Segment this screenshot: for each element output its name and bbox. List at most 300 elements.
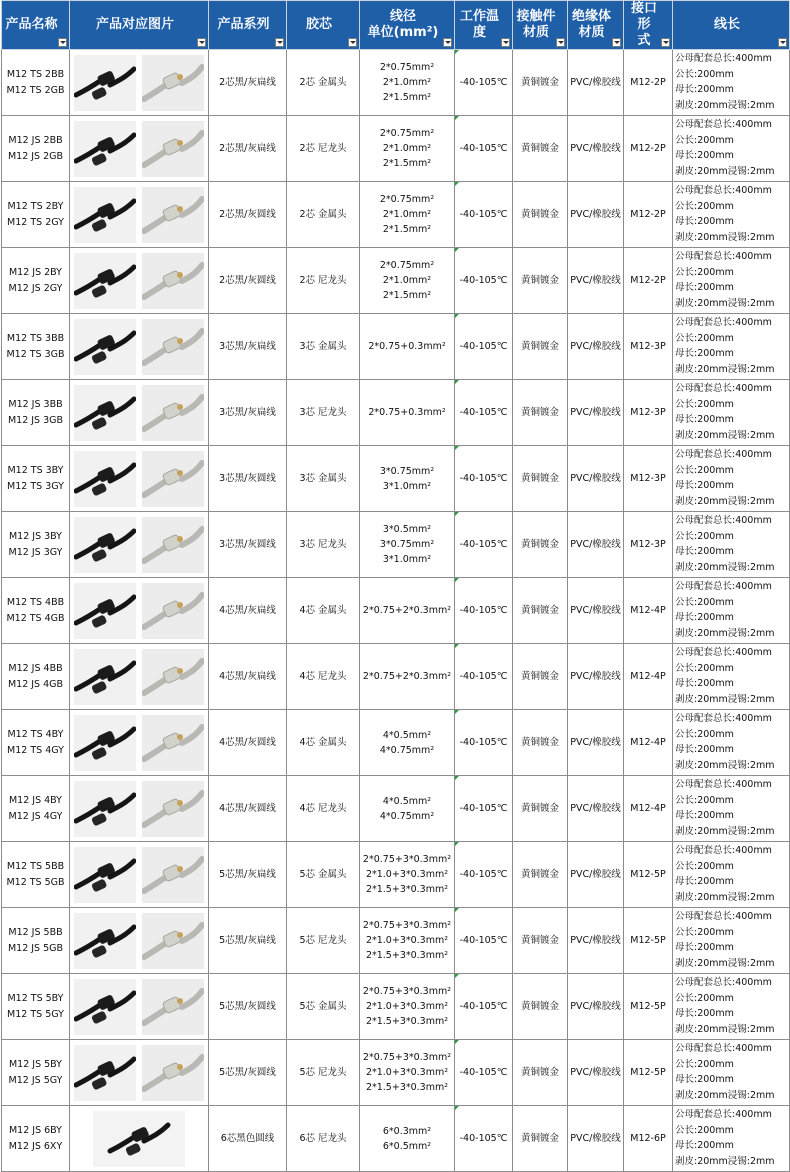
wire-gauge-value: 3*1.0mm² [382,554,432,565]
wire-gauge-cell [360,182,455,248]
product-image-cell [70,380,209,446]
cable-length-cell [673,380,790,446]
series-cell: 5芯黑/灰扁线 [209,908,287,974]
insulation-material-cell: PVC/橡胶线 [568,512,624,578]
header-contact-line1: 接触件 [516,9,556,24]
cable-length-line: 公母配套总长:400mm [675,1109,772,1120]
table-row [2,248,790,314]
wire-gauge-value: 2*0.75mm² [379,128,435,139]
product-name-cell [2,578,70,644]
temperature-cell: -40-105℃ [455,1040,513,1106]
cable-length-cell [673,644,790,710]
cable-length-line: 公母配套总长:400mm [675,911,772,922]
header-wire-line1: 线径 [389,9,416,24]
product-name-cell [2,974,70,1040]
filter-dropdown-icon[interactable] [778,38,787,47]
cable-length-line: 公母配套总长:400mm [675,53,772,64]
cable-length-line: 母长:200mm [675,744,734,755]
core-cell: 4芯 金属头 [287,710,360,776]
product-name-cell [2,50,70,116]
interface-cell: M12-4P [624,644,673,710]
table-row [2,314,790,380]
wire-gauge-value: 2*0.75+3*0.3mm² [362,920,452,931]
grey-cable-connector-photo [142,385,204,441]
filter-dropdown-icon[interactable] [661,38,670,47]
interface-cell: M12-5P [624,908,673,974]
black-cable-connector-photo [74,913,136,969]
cable-length-line: 公长:200mm [675,530,734,542]
temperature-cell: -40-105℃ [455,50,513,116]
core-cell: 5芯 金属头 [287,974,360,1040]
wire-gauge-cell [360,776,455,842]
interface-cell: M12-2P [624,248,673,314]
cable-length-line: 母长:200mm [675,1074,734,1085]
interface-cell: M12-4P [624,710,673,776]
cable-length-line: 剥皮:20mm浸锡:2mm [675,891,775,903]
wire-gauge-cell [360,116,455,182]
wire-gauge-value: 2*1.5+3*0.3mm² [365,884,449,895]
header-length [673,1,790,50]
black-cable-connector-photo [74,385,136,441]
cable-length-line: 公母配套总长:400mm [675,251,772,262]
wire-gauge-value: 2*0.75+0.3mm² [368,407,446,418]
cable-length-line: 公母配套总长:400mm [675,977,772,988]
cable-length-line: 剥皮:20mm浸锡:2mm [675,429,775,441]
series-cell: 3芯黑/灰扁线 [209,380,287,446]
product-spec-table [1,0,790,1172]
cable-length-line: 公长:200mm [675,926,734,938]
cable-length-cell [673,776,790,842]
wire-gauge-value: 3*1.0mm² [382,480,432,492]
table-row [2,446,790,512]
wire-gauge-value: 3*0.75mm² [379,539,435,550]
cable-length-line: 剥皮:20mm浸锡:2mm [675,99,775,111]
product-image-cell [70,1040,209,1106]
product-model-code: M12 TS 2BY [7,200,64,212]
product-model-code: M12 JS 3BB [8,398,63,410]
grey-cable-connector-photo [142,715,204,771]
wire-gauge-cell [360,380,455,446]
filter-dropdown-icon[interactable] [197,38,206,47]
wire-gauge-cell [360,710,455,776]
product-model-code: M12 JS 6BY [8,1124,62,1136]
table-row [2,512,790,578]
product-image-cell [70,512,209,578]
contact-material-cell: 黄铜镀金 [513,182,568,248]
product-name-cell [2,116,70,182]
wire-gauge-value: 4*0.5mm² [382,729,432,741]
cable-length-line: 公母配套总长:400mm [675,449,772,460]
contact-material-cell: 黄铜镀金 [513,842,568,908]
cable-length-line: 公长:200mm [675,68,734,80]
cable-length-line: 公母配套总长:400mm [675,581,772,592]
core-cell: 5芯 金属头 [287,842,360,908]
cable-length-line: 公长:200mm [675,464,734,476]
header-wire-line2: 单位(mm²) [367,25,439,40]
black-cable-connector-photo [74,847,136,903]
header-contact [513,1,568,50]
wire-gauge-cell [360,908,455,974]
product-name-cell [2,1106,70,1172]
filter-dropdown-icon[interactable] [348,38,357,47]
product-model-code: M12 TS 3GY [7,480,64,492]
product-image-group [71,1042,207,1104]
product-model-code: M12 TS 4BY [7,728,64,740]
cable-length-line: 母长:200mm [675,546,734,557]
contact-material-cell: 黄铜镀金 [513,974,568,1040]
cable-length-line: 母长:200mm [675,1008,734,1019]
cable-length-line: 公长:200mm [675,1124,734,1136]
temperature-cell: -40-105℃ [455,116,513,182]
table-row [2,644,790,710]
wire-gauge-value: 2*1.0+3*0.3mm² [365,935,449,946]
product-name-cell [2,908,70,974]
black-cable-connector-photo [74,55,136,111]
product-name-cell [2,842,70,908]
wire-gauge-cell [360,974,455,1040]
wire-gauge-value: 2*0.75mm² [379,62,435,73]
cable-length-line: 公母配套总长:400mm [675,647,772,658]
product-image-group [71,976,207,1038]
product-name-cell [2,644,70,710]
wire-gauge-value: 2*0.75+3*0.3mm² [362,1052,452,1063]
series-cell: 4芯黑/灰圆线 [209,776,287,842]
table-row [2,116,790,182]
black-cable-connector-photo [74,517,136,573]
product-image-group [71,184,207,246]
product-model-code: M12 TS 4GB [6,612,65,624]
black-cable-connector-photo [74,451,136,507]
cable-length-line: 公母配套总长:400mm [675,119,772,130]
cable-length-cell [673,908,790,974]
product-image-cell [70,1106,209,1172]
insulation-material-cell: PVC/橡胶线 [568,314,624,380]
wire-gauge-value: 4*0.75mm² [379,744,435,756]
filter-dropdown-icon[interactable] [612,38,621,47]
product-name-cell [2,380,70,446]
cable-length-line: 剥皮:20mm浸锡:2mm [675,825,775,837]
header-name-label: 产品名称 [5,17,58,32]
product-model-code: M12 TS 2GY [7,216,64,228]
wire-gauge-cell [360,578,455,644]
cable-length-line: 母长:200mm [675,84,734,95]
wire-gauge-value: 2*1.0mm² [382,77,432,88]
cable-length-line: 公母配套总长:400mm [675,515,772,526]
product-image-cell [70,116,209,182]
interface-cell: M12-2P [624,116,673,182]
series-cell: 2芯黑/灰圆线 [209,182,287,248]
product-model-code: M12 JS 2GB [7,150,64,162]
temperature-cell: -40-105℃ [455,842,513,908]
table-row [2,974,790,1040]
grey-cable-connector-photo [142,121,204,177]
wire-gauge-value: 2*1.5mm² [382,224,432,235]
header-insulation-line1: 绝缘体 [571,9,611,24]
header-contact-line2: 材质 [522,25,549,40]
table-row [2,1040,790,1106]
interface-cell: M12-3P [624,446,673,512]
black-cable-connector-photo [74,121,136,177]
product-model-code: M12 TS 5BY [7,992,64,1004]
wire-gauge-value: 3*0.5mm² [382,524,432,535]
cable-length-line: 公长:200mm [675,1058,734,1070]
grey-cable-connector-photo [142,253,204,309]
product-image-cell [70,842,209,908]
product-image-group [71,910,207,972]
interface-cell: M12-2P [624,50,673,116]
grey-cable-connector-photo [142,55,204,111]
wire-gauge-value: 6*0.3mm² [382,1125,432,1137]
grey-cable-connector-photo [142,517,204,573]
table-row [2,710,790,776]
cable-length-cell [673,116,790,182]
cable-length-line: 公母配套总长:400mm [675,317,772,328]
wire-gauge-value: 2*0.75+3*0.3mm² [362,854,452,865]
header-insulation-line2: 材质 [578,25,605,40]
product-model-code: M12 TS 4GY [7,744,64,756]
insulation-material-cell: PVC/橡胶线 [568,974,624,1040]
wire-gauge-value: 2*0.75+3*0.3mm² [362,986,452,997]
product-name-cell [2,314,70,380]
temperature-cell: -40-105℃ [455,776,513,842]
cable-length-line: 公长:200mm [675,332,734,344]
product-image-group [71,448,207,510]
product-model-code: M12 JS 5BB [8,926,63,938]
black-cable-connector-photo [74,319,136,375]
wire-gauge-value: 2*0.75mm² [379,194,435,205]
insulation-material-cell: PVC/橡胶线 [568,248,624,314]
wire-gauge-value: 2*1.5mm² [382,158,432,169]
product-name-cell [2,512,70,578]
table-row [2,1106,790,1172]
product-model-code: M12 TS 3GB [6,348,65,360]
black-cable-connector-photo [74,781,136,837]
table-row [2,776,790,842]
temperature-cell: -40-105℃ [455,248,513,314]
filter-dropdown-icon[interactable] [556,38,565,47]
core-cell: 4芯 尼龙头 [287,644,360,710]
insulation-material-cell: PVC/橡胶线 [568,710,624,776]
product-image-group [71,118,207,180]
wire-gauge-cell [360,842,455,908]
insulation-material-cell: PVC/橡胶线 [568,644,624,710]
cable-length-line: 剥皮:20mm浸锡:2mm [675,957,775,969]
cable-length-line: 公长:200mm [675,794,734,806]
cable-length-line: 公母配套总长:400mm [675,713,772,724]
product-image-cell [70,578,209,644]
product-name-cell [2,248,70,314]
wire-gauge-cell [360,248,455,314]
core-cell: 5芯 尼龙头 [287,1040,360,1106]
temperature-cell: -40-105℃ [455,512,513,578]
product-model-code: M12 TS 5BB [6,860,65,872]
series-cell: 4芯黑/灰扁线 [209,578,287,644]
temperature-cell: -40-105℃ [455,446,513,512]
cable-length-line: 剥皮:20mm浸锡:2mm [675,231,775,243]
header-series-label: 产品系列 [217,17,270,32]
contact-material-cell: 黄铜镀金 [513,512,568,578]
wire-gauge-value: 6*0.5mm² [382,1140,432,1152]
contact-material-cell: 黄铜镀金 [513,116,568,182]
wire-gauge-cell [360,512,455,578]
black-cable-connector-photo [74,187,136,243]
cable-length-cell [673,842,790,908]
black-cable-connector-photo [74,649,136,705]
contact-material-cell: 黄铜镀金 [513,908,568,974]
wire-gauge-value: 2*1.0mm² [382,275,432,286]
core-cell: 3芯 尼龙头 [287,512,360,578]
insulation-material-cell: PVC/橡胶线 [568,380,624,446]
product-model-code: M12 JS 4BY [8,794,62,806]
core-cell: 3芯 金属头 [287,446,360,512]
cable-length-line: 母长:200mm [675,678,734,689]
filter-dropdown-icon[interactable] [501,38,510,47]
wire-gauge-value: 2*0.75+0.3mm² [368,341,446,352]
header-temp [455,1,513,50]
series-cell: 2芯黑/灰扁线 [209,116,287,182]
table-row [2,578,790,644]
product-image-cell [70,776,209,842]
interface-cell: M12-4P [624,776,673,842]
header-insulation [568,1,624,50]
product-image-cell [70,974,209,1040]
black-cable-connector-photo [74,715,136,771]
cable-length-line: 剥皮:20mm浸锡:2mm [675,1089,775,1101]
grey-cable-connector-photo [142,847,204,903]
grey-cable-connector-photo [142,979,204,1035]
product-model-code: M12 JS 2BY [8,266,62,278]
product-model-code: M12 TS 5GY [7,1008,64,1020]
wire-gauge-cell [360,446,455,512]
cable-length-line: 公母配套总长:400mm [675,1043,772,1054]
wire-gauge-value: 2*1.0+3*0.3mm² [365,1067,449,1078]
cable-length-line: 公母配套总长:400mm [675,779,772,790]
cable-length-line: 剥皮:20mm浸锡:2mm [675,363,775,375]
product-model-code: M12 TS 2BB [6,68,65,80]
grey-cable-connector-photo [142,451,204,507]
product-name-cell [2,1040,70,1106]
cable-length-line: 公长:200mm [675,266,734,278]
interface-cell: M12-5P [624,1040,673,1106]
cable-length-cell [673,446,790,512]
cable-length-cell [673,248,790,314]
cable-length-line: 公母配套总长:400mm [675,383,772,394]
product-image-cell [70,644,209,710]
header-image [70,1,209,50]
cable-length-line: 剥皮:20mm浸锡:2mm [675,1023,775,1035]
cable-length-cell [673,512,790,578]
core-cell: 3芯 尼龙头 [287,380,360,446]
contact-material-cell: 黄铜镀金 [513,1106,568,1172]
wire-gauge-value: 2*1.0mm² [382,209,432,220]
header-core-label: 胶芯 [305,17,332,32]
cable-length-cell [673,1040,790,1106]
product-image-cell [70,248,209,314]
insulation-material-cell: PVC/橡胶线 [568,578,624,644]
insulation-material-cell: PVC/橡胶线 [568,776,624,842]
grey-cable-connector-photo [142,1045,204,1101]
cable-length-cell [673,314,790,380]
product-model-code: M12 JS 3BY [8,530,62,542]
product-image-cell [70,50,209,116]
product-image-cell [70,710,209,776]
filter-dropdown-icon[interactable] [275,38,284,47]
filter-dropdown-icon[interactable] [443,38,452,47]
product-model-code: M12 JS 3GY [8,546,63,558]
product-model-code: M12 JS 5BY [8,1058,62,1070]
cable-length-line: 公母配套总长:400mm [675,185,772,196]
core-cell: 2芯 尼龙头 [287,116,360,182]
contact-material-cell: 黄铜镀金 [513,710,568,776]
wire-gauge-value: 2*1.0+3*0.3mm² [365,1001,449,1012]
table-row [2,182,790,248]
contact-material-cell: 黄铜镀金 [513,248,568,314]
table-row [2,50,790,116]
product-model-code: M12 JS 4BB [8,662,63,674]
contact-material-cell: 黄铜镀金 [513,1040,568,1106]
core-cell: 2芯 金属头 [287,182,360,248]
wire-gauge-cell [360,314,455,380]
header-temp-line1: 工作温 [459,9,499,24]
cable-length-line: 母长:200mm [675,876,734,887]
cable-length-line: 公长:200mm [675,662,734,674]
core-cell: 4芯 金属头 [287,578,360,644]
header-interface [624,1,673,50]
black-cable-connector-photo [74,583,136,639]
temperature-cell: -40-105℃ [455,314,513,380]
cable-length-line: 母长:200mm [675,810,734,821]
filter-dropdown-icon[interactable] [58,38,67,47]
product-name-cell [2,446,70,512]
core-cell: 5芯 尼龙头 [287,908,360,974]
interface-cell: M12-3P [624,314,673,380]
cable-length-line: 剥皮:20mm浸锡:2mm [675,165,775,177]
product-image-group [71,382,207,444]
core-cell: 6芯 尼龙头 [287,1106,360,1172]
insulation-material-cell: PVC/橡胶线 [568,842,624,908]
product-image-cell [70,446,209,512]
grey-cable-connector-photo [142,319,204,375]
cable-length-line: 公长:200mm [675,134,734,146]
header-row [2,1,790,50]
series-cell: 5芯黑/灰圆线 [209,1040,287,1106]
cable-length-line: 剥皮:20mm浸锡:2mm [675,693,775,705]
series-cell: 4芯黑/灰扁线 [209,644,287,710]
contact-material-cell: 黄铜镀金 [513,380,568,446]
cable-length-cell [673,50,790,116]
black-cable-connector-photo [74,979,136,1035]
product-image-group [71,250,207,312]
product-image-group [71,52,207,114]
wire-gauge-value: 4*0.75mm² [379,810,435,822]
contact-material-cell: 黄铜镀金 [513,446,568,512]
header-length-label: 线长 [713,17,740,32]
header-wire [360,1,455,50]
core-cell: 4芯 尼龙头 [287,776,360,842]
product-image-group [71,580,207,642]
cable-length-line: 公长:200mm [675,596,734,608]
cable-length-line: 公长:200mm [675,200,734,212]
temperature-cell: -40-105℃ [455,974,513,1040]
temperature-cell: -40-105℃ [455,578,513,644]
series-cell: 6芯黑色圆线 [209,1106,287,1172]
series-cell: 4芯黑/灰圆线 [209,710,287,776]
interface-cell: M12-2P [624,182,673,248]
product-model-code: M12 JS 5GB [7,942,64,954]
header-interface-line2: 式 [637,33,651,48]
cable-length-line: 公长:200mm [675,728,734,740]
temperature-cell: -40-105℃ [455,182,513,248]
